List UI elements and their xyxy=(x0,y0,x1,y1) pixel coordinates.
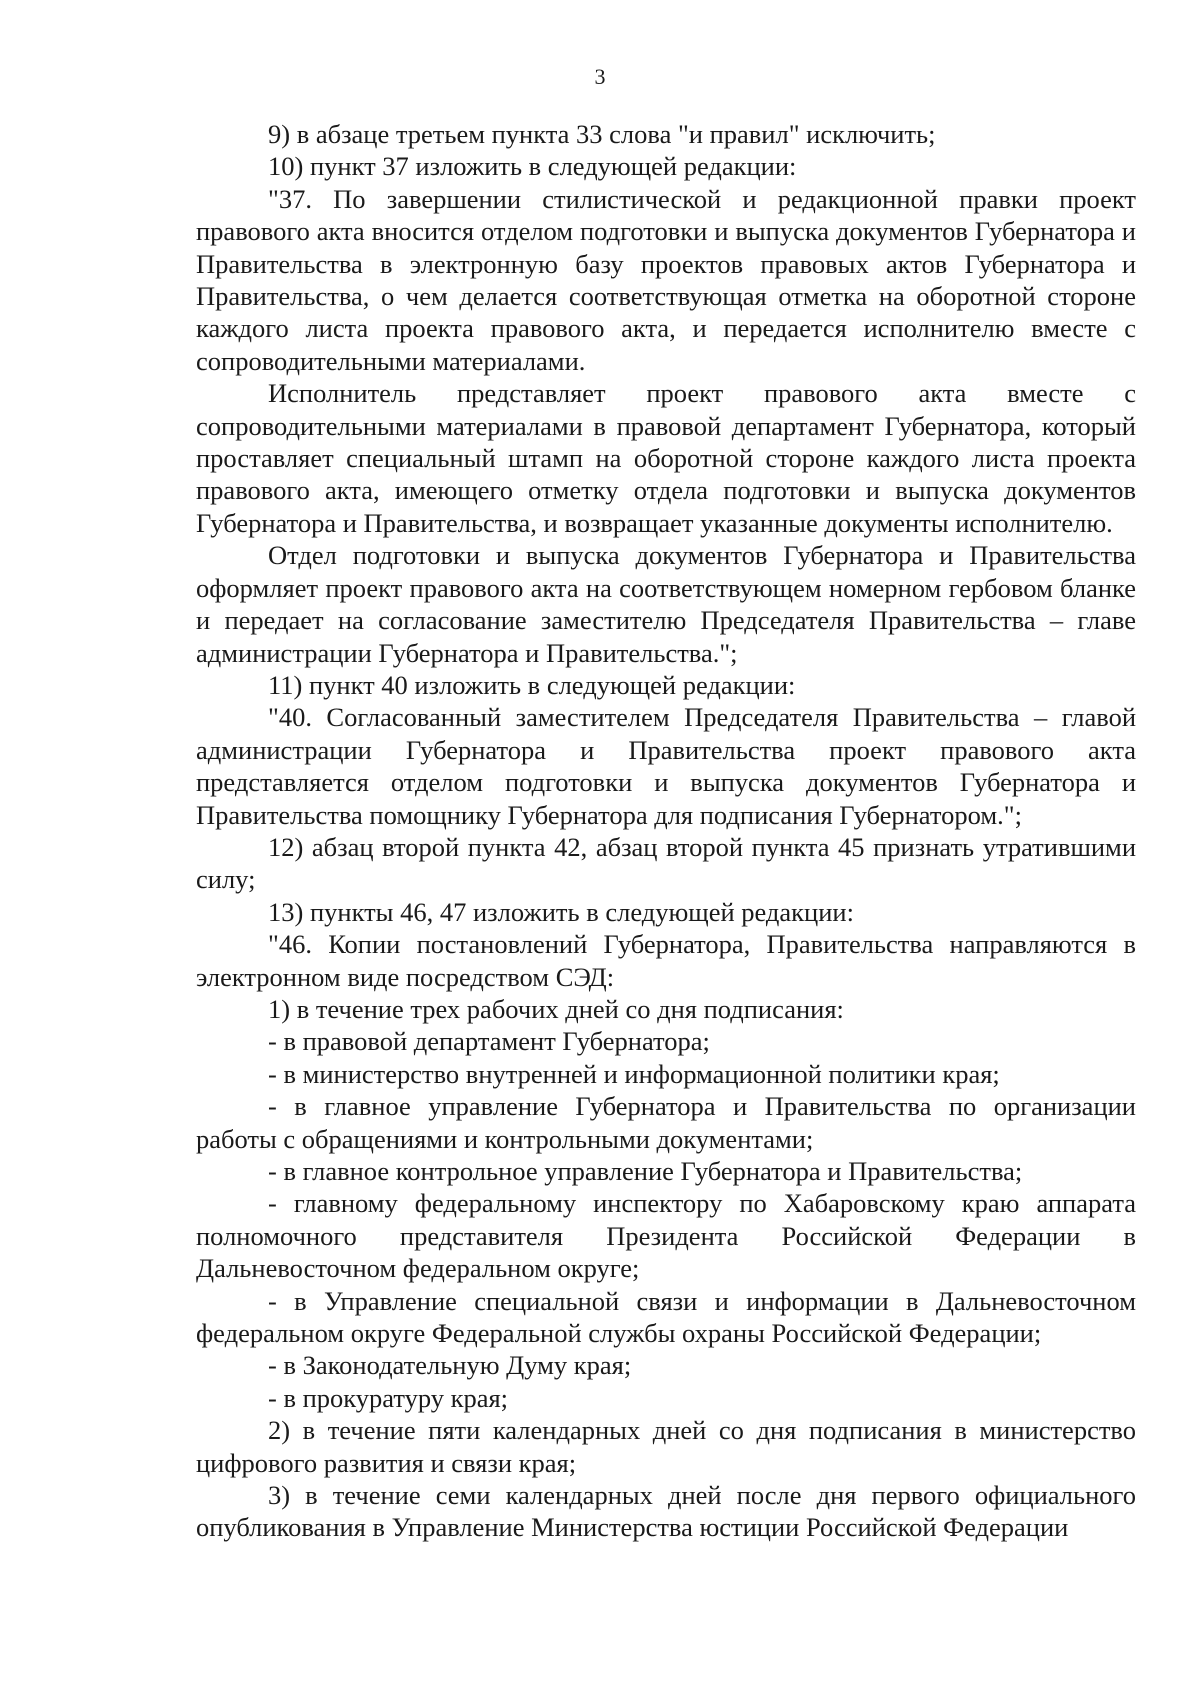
list-item: - главному федеральному инспектору по Хабаровскому краю аппарата полномочного представителя Президента Российской Федерации в Дальневосточном федеральном округе; xyxy=(196,1188,1136,1284)
paragraph-executor: Исполнитель представляет проект правового акта вместе с сопроводительными материалами в правовой департамент Губернатора, который проставляет специальный штамп на оборотной стороне каждого листа проекта правового акта, имеющего отметку отдела подготовки и выпуска документов Губернатора и Правительства, и возвращает указанные документы исполнителю. xyxy=(196,378,1136,538)
paragraph-point-40: "40. Согласованный заместителем Председателя Правительства – главой администрации Губернатора и Правительства проект правового акта представляется отделом подготовки и выпуска документов Губернатора и Правительства помощнику Губернатора для подписания Губернатором."; xyxy=(196,702,1136,830)
paragraph-item-9: 9) в абзаце третьем пункта 33 слова "и правил" исключить; xyxy=(268,119,936,149)
list-item: - в Управление специальной связи и информации в Дальневосточном федеральном округе Федеральной службы охраны Российской Федерации; xyxy=(196,1285,1136,1349)
paragraph-item-11: 11) пункт 40 изложить в следующей редакции: xyxy=(268,669,796,700)
paragraph-item-10: 10) пункт 37 изложить в следующей редакции: xyxy=(268,151,797,182)
paragraph-item-13: 13) пункты 46, 47 изложить в следующей редакции: xyxy=(268,896,854,927)
list-item: - в прокуратуру края; xyxy=(268,1382,509,1413)
paragraph-subitem-2: 2) в течение пяти календарных дней со дня подписания в министерство цифрового развития и связи края; xyxy=(196,1415,1136,1478)
list-item: - в Законодательную Думу края; xyxy=(268,1350,632,1381)
paragraph-subitem-1: 1) в течение трех рабочих дней со дня подписания: xyxy=(268,993,844,1024)
list-item: - в правовой департамент Губернатора; xyxy=(268,1026,710,1057)
paragraph-item-12: 12) абзац второй пункта 42, абзац второй пункта 45 признать утратившими силу; xyxy=(196,831,1136,895)
page-number: 3 xyxy=(594,64,606,89)
paragraph-subitem-3: 3) в течение семи календарных дней после дня первого официального опубликования в Управление Министерства юстиции Российской Федерации xyxy=(196,1480,1136,1543)
list-item: - в главное контрольное управление Губернатора и Правительства; xyxy=(268,1156,1023,1186)
paragraph-point-37: "37. По завершении стилистической и редакционной правки проект правового акта вносится отделом подготовки и выпуска документов Губернатора и Правительства в электронную базу проектов правовых актов Губернатора и Правительства, о чем делается соответствующая отметка на оборотной стороне каждого листа проекта правового акта, и передается исполнителю вместе с сопроводительными материалами. xyxy=(196,183,1136,376)
paragraph-department: Отдел подготовки и выпуска документов Губернатора и Правительства оформляет проект правового акта на соответствующем номерном гербовом бланке и передает на согласование заместителю Председателя Правительства – главе администрации Губернатора и Правительства."; xyxy=(196,540,1136,668)
document-body xyxy=(196,118,1136,1544)
paragraph-point-46: "46. Копии постановлений Губернатора, Правительства направляются в электронном виде посредством СЭД: xyxy=(196,929,1136,992)
list-item: - в главное управление Губернатора и Правительства по организации работы с обращениями и контрольными документами; xyxy=(196,1091,1136,1154)
list-item: - в министерство внутренней и информационной политики края; xyxy=(268,1058,1000,1089)
